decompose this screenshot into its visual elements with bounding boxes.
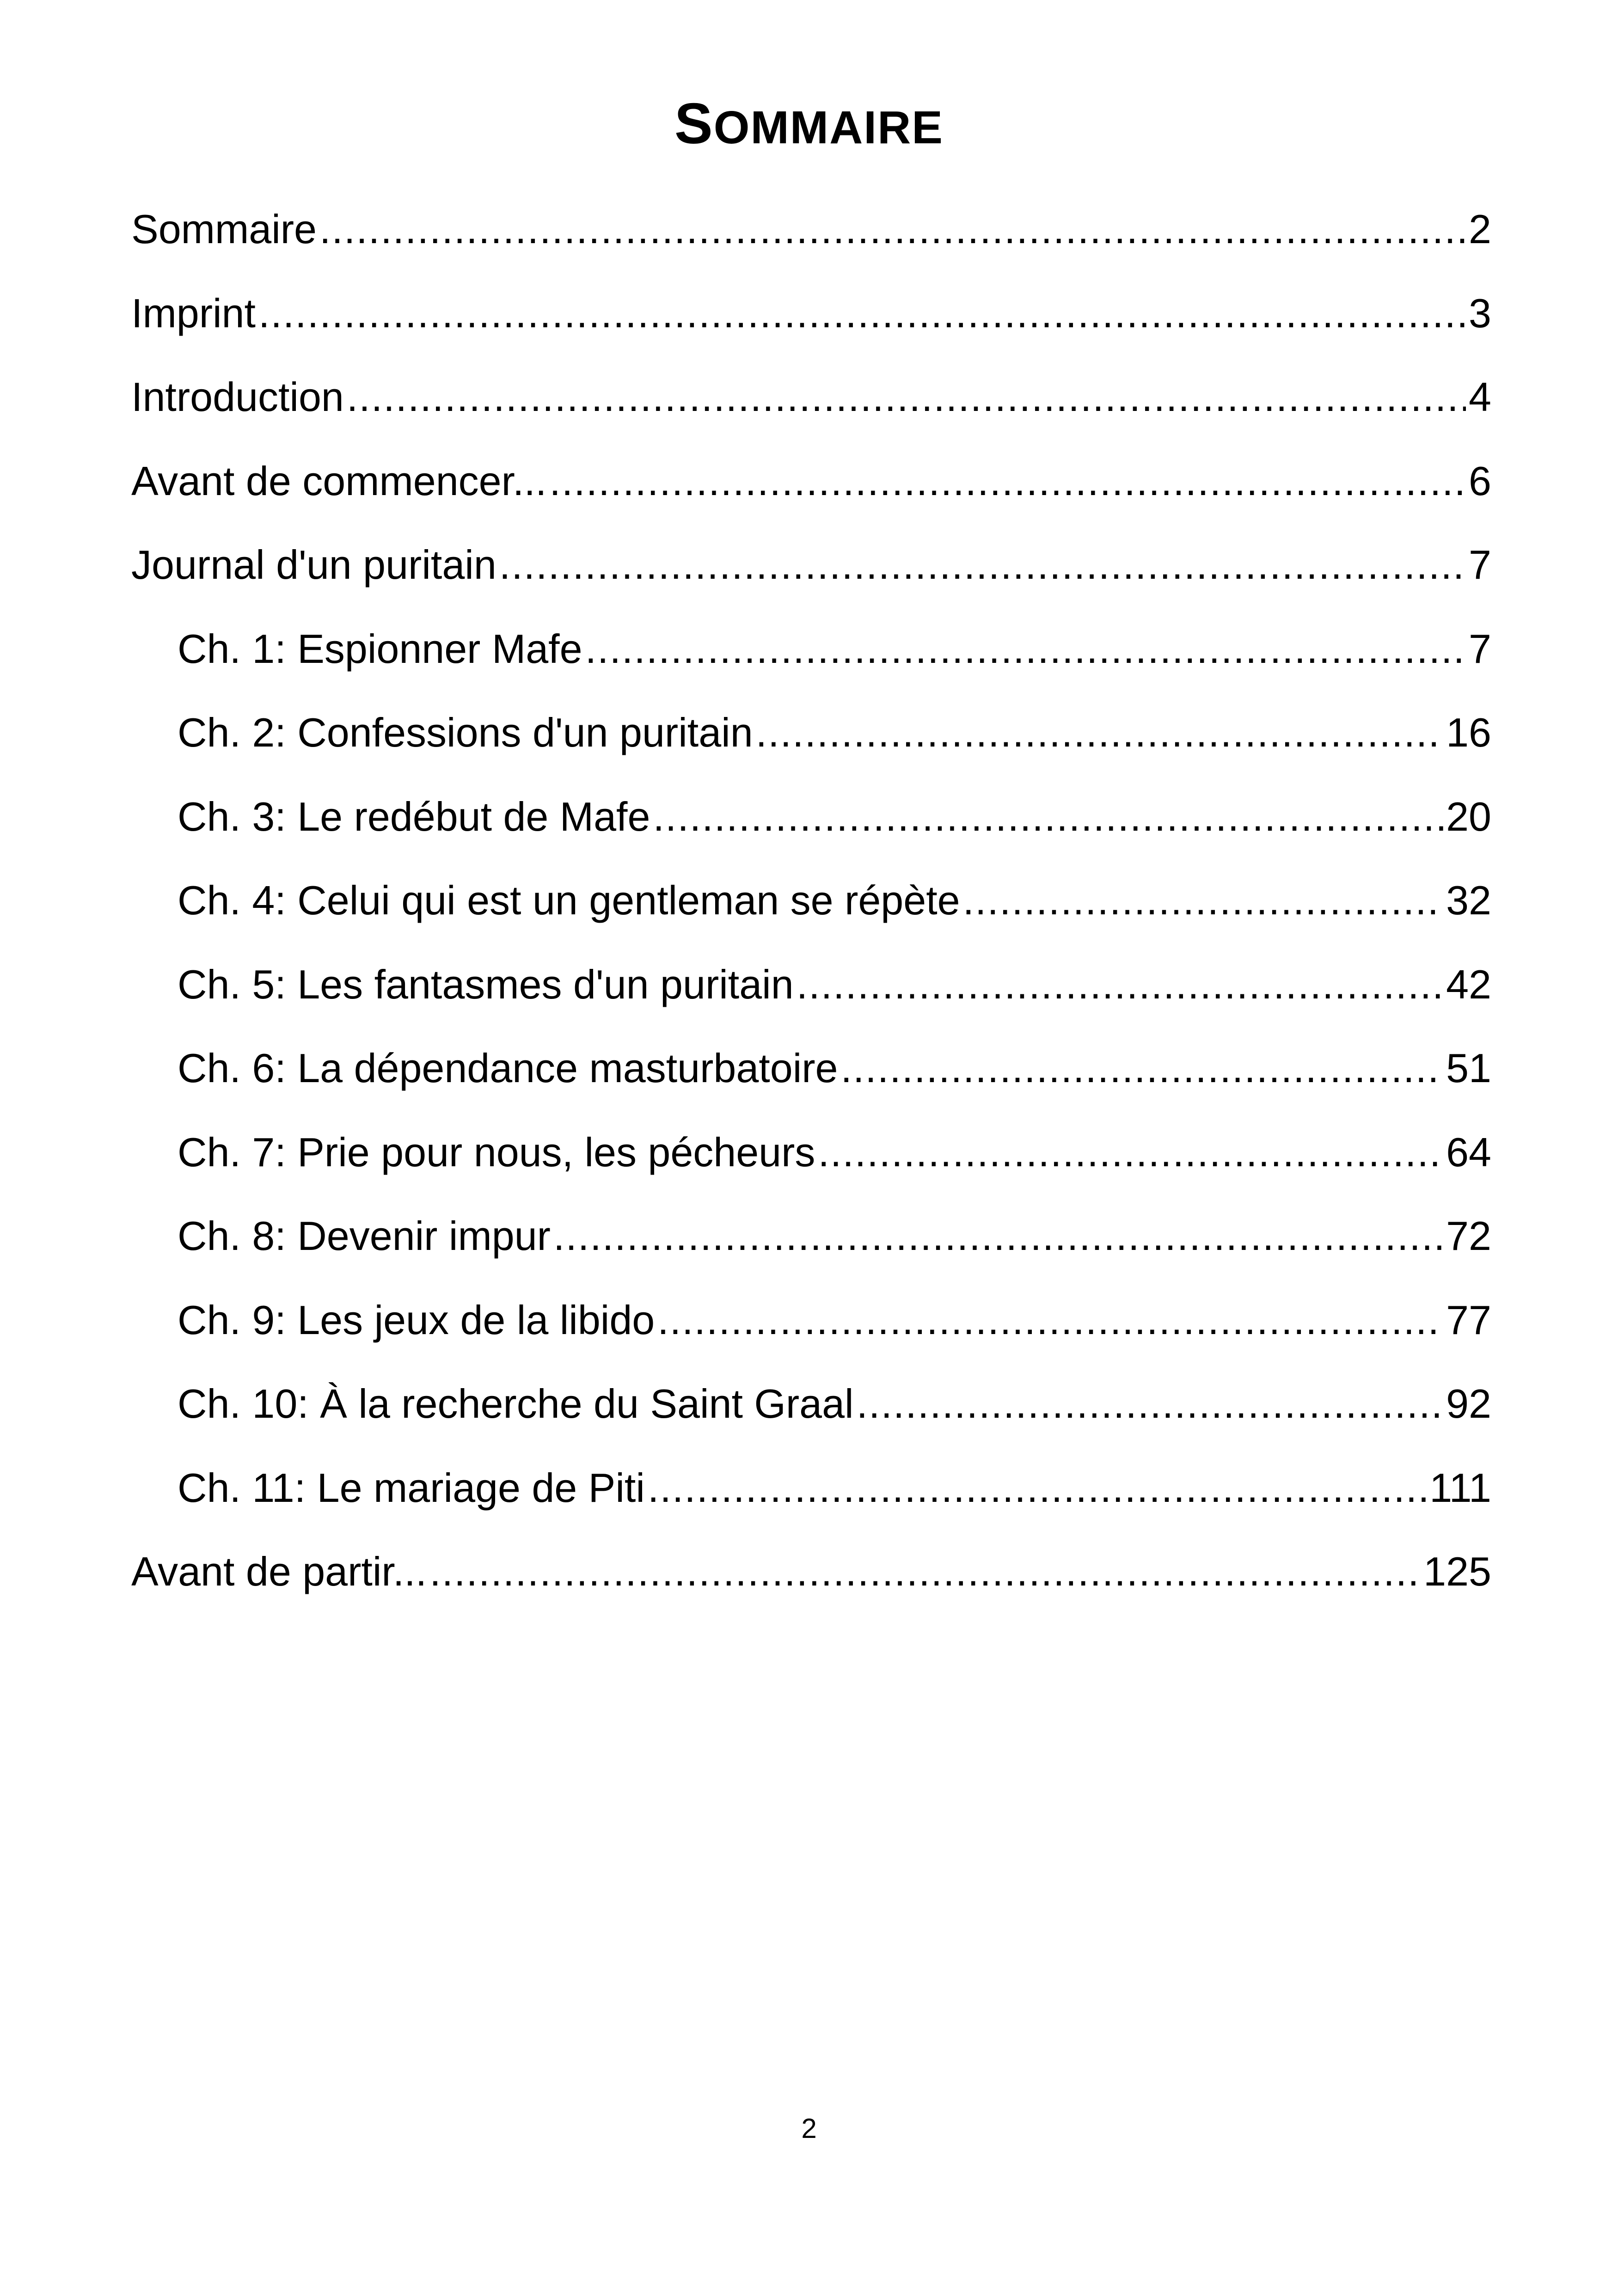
toc-entry-page: 7 — [1469, 542, 1491, 588]
toc-entry-page: 64 — [1446, 1129, 1491, 1175]
toc-entry-page: 111 — [1429, 1464, 1491, 1511]
toc-dot-leader — [963, 868, 1444, 933]
toc-entry-label: Ch. 6: La dépendance masturbatoire — [178, 1045, 838, 1091]
toc-entry-label: Ch. 5: Les fantasmes d'un puritain — [178, 961, 794, 1007]
toc-entry[interactable] — [178, 700, 1491, 765]
toc-entry[interactable] — [178, 1371, 1491, 1436]
toc-entry-label: Imprint — [131, 290, 256, 336]
toc-dot-leader — [429, 1539, 1421, 1604]
title-initial: S — [674, 92, 714, 156]
toc-entry-label: Ch. 10: À la recherche du Saint Graal — [178, 1381, 854, 1427]
toc-dot-leader — [653, 784, 1443, 849]
toc-entry[interactable] — [178, 1204, 1491, 1268]
title-small-caps: OMMAIRE — [713, 102, 944, 153]
toc-entry-page: 16 — [1446, 710, 1491, 755]
toc-dot-leader — [841, 1036, 1444, 1101]
toc-dot-leader — [797, 952, 1443, 1017]
toc-entry-page: 4 — [1469, 374, 1491, 420]
toc-entry-label: Ch. 11: Le mariage de Piti — [178, 1464, 645, 1511]
toc-entry[interactable] — [131, 449, 1491, 514]
toc-entry[interactable] — [131, 281, 1491, 346]
toc-entry[interactable] — [178, 784, 1491, 849]
toc-dot-leader — [657, 1288, 1443, 1353]
toc-entry-page: 7 — [1469, 625, 1491, 672]
toc-entry-label: Avant de partir... — [131, 1549, 427, 1594]
toc-entry-page: 125 — [1423, 1549, 1491, 1594]
page-number: 2 — [801, 2113, 817, 2144]
toc-dot-leader — [756, 700, 1443, 765]
toc-entry-label: Ch. 9: Les jeux de la libido — [178, 1297, 655, 1343]
toc-entry[interactable] — [178, 868, 1491, 933]
toc-dot-leader — [499, 533, 1466, 597]
toc-entry-page: 92 — [1446, 1381, 1491, 1427]
toc-entry-page: 51 — [1446, 1045, 1491, 1091]
toc-dot-leader — [319, 197, 1466, 262]
toc-dot-leader — [585, 617, 1466, 681]
toc-entry-page: 72 — [1446, 1213, 1491, 1259]
toc-entry[interactable] — [178, 1456, 1491, 1520]
toc-entry[interactable] — [131, 533, 1491, 597]
toc-entry-label: Ch. 7: Prie pour nous, les pécheurs — [178, 1129, 815, 1175]
toc-entry[interactable] — [131, 1539, 1491, 1604]
toc-dot-leader — [818, 1120, 1443, 1185]
toc-entry-page: 3 — [1469, 290, 1491, 336]
toc-entry-label: Ch. 2: Confessions d'un puritain — [178, 710, 753, 755]
toc-entry-label: Sommaire — [131, 206, 317, 252]
toc-entry-page: 6 — [1469, 458, 1491, 504]
toc-entry[interactable] — [178, 952, 1491, 1017]
toc-entry-page: 32 — [1446, 877, 1491, 923]
toc-entry[interactable] — [178, 1036, 1491, 1101]
toc-entry-label: Ch. 4: Celui qui est un gentleman se répète — [178, 877, 960, 923]
toc-entry-page: 77 — [1446, 1297, 1491, 1343]
toc-entry-page: 42 — [1446, 961, 1491, 1007]
toc-entry-label: Avant de commencer... — [131, 458, 547, 504]
toc-entry-label: Ch. 3: Le redébut de Mafe — [178, 793, 650, 839]
toc-dot-leader — [347, 365, 1466, 429]
toc-dot-leader — [648, 1456, 1427, 1520]
toc-entry-page: 20 — [1446, 793, 1491, 839]
toc-entry-label: Journal d'un puritain — [131, 542, 496, 588]
toc-dot-leader — [857, 1371, 1444, 1436]
toc-entry[interactable] — [178, 1288, 1491, 1353]
toc-entry-label: Ch. 8: Devenir impur — [178, 1213, 551, 1259]
toc-entry[interactable] — [178, 1120, 1491, 1185]
toc-entry[interactable] — [131, 197, 1491, 262]
toc-entry-label: Ch. 1: Espionner Mafe — [178, 625, 582, 672]
toc-dot-leader — [553, 1204, 1443, 1268]
toc-dot-leader — [258, 281, 1466, 346]
toc-entry[interactable] — [131, 365, 1491, 429]
toc-entry[interactable] — [178, 617, 1491, 681]
toc-entry-label: Introduction — [131, 374, 344, 420]
toc-dot-leader — [549, 449, 1466, 514]
toc-entry-page: 2 — [1469, 206, 1491, 252]
